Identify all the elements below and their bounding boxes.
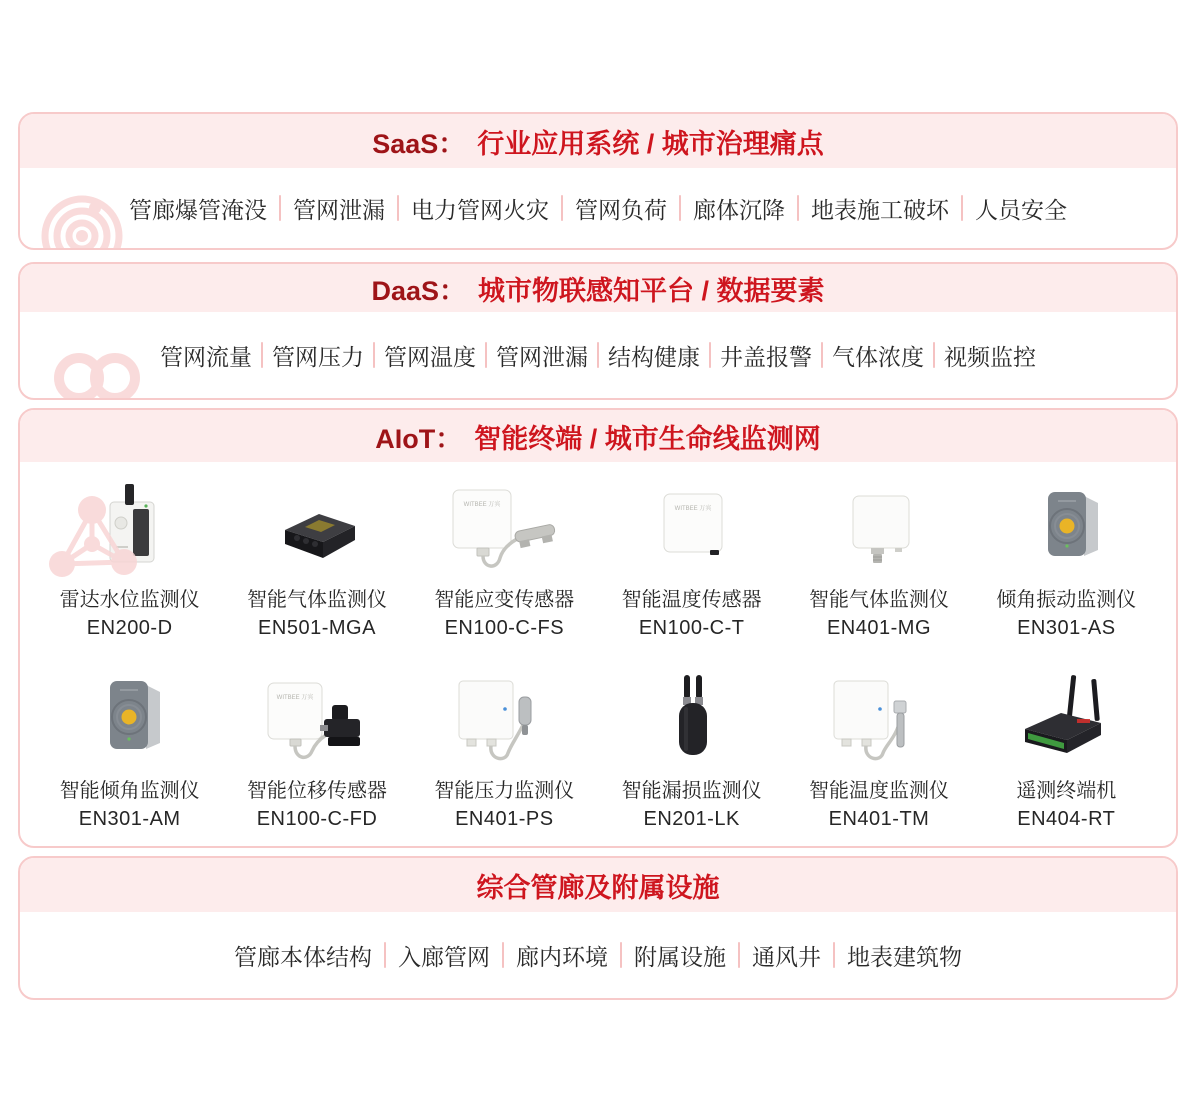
product-model: EN501-MGA (258, 617, 376, 639)
product-name: 智能气体监测仪 (808, 589, 949, 611)
product-model: EN401-PS (455, 808, 554, 830)
saas-item-row (117, 192, 1079, 225)
product-name: 雷达水位监测仪 (59, 589, 200, 611)
divider (797, 195, 799, 221)
saas-title: 行业应用系统 / 城市治理痛点 (477, 128, 824, 159)
product-card (598, 665, 785, 840)
gallery-items-area (20, 912, 1176, 998)
saas-item: 地表施工破坏 (811, 196, 949, 223)
aiot-title: 智能终端 / 城市生命线监测网 (474, 423, 821, 454)
product-card (411, 474, 598, 649)
gallery-section-header (20, 858, 1176, 912)
saas-item: 人员安全 (975, 196, 1067, 223)
product-image-en200-d (70, 474, 190, 576)
divider (709, 342, 711, 368)
product-image-en401-tm (814, 665, 944, 767)
product-model: EN301-AS (1017, 617, 1116, 639)
brand-text: WITBEE 万宾 (276, 695, 314, 701)
infinity-link-icon (36, 342, 156, 400)
brand-text: WITBEE 万宾 (463, 502, 501, 508)
daas-item-row (151, 339, 1045, 372)
divider (933, 342, 935, 368)
daas-item: 视频监控 (944, 343, 1036, 370)
product-model: EN404-RT (1017, 808, 1116, 830)
product-card (785, 474, 972, 649)
divider (279, 195, 281, 221)
product-image-en401-mg (819, 474, 939, 576)
divider (961, 195, 963, 221)
saas-item: 电力管网火灾 (411, 196, 549, 223)
product-image-en201-lk (632, 665, 752, 767)
product-model: EN100-C-T (638, 617, 745, 639)
product-model: EN100-C-FS (444, 617, 565, 639)
product-model: EN401-TM (828, 808, 930, 830)
product-card (411, 665, 598, 840)
divider (397, 195, 399, 221)
gallery-item: 通风井 (752, 943, 821, 970)
daas-section-header (20, 264, 1176, 312)
saas-items-area (20, 168, 1176, 248)
product-card (598, 474, 785, 649)
divider (502, 942, 504, 968)
gallery-item: 地表建筑物 (847, 943, 962, 970)
brand-text: WITBEE 万宾 (674, 506, 711, 512)
product-name: 智能应变传感器 (434, 589, 575, 611)
saas-section-card (18, 112, 1178, 250)
product-name: 智能位移传感器 (246, 780, 387, 802)
product-name: 智能温度监测仪 (808, 780, 949, 802)
saas-item: 管网泄漏 (293, 196, 385, 223)
divider (679, 195, 681, 221)
product-image-en100-c-fs (439, 474, 569, 576)
product-name: 智能温度传感器 (621, 589, 762, 611)
product-model: EN301-AM (78, 808, 181, 830)
product-name: 倾角振动监测仪 (996, 589, 1137, 611)
saas-item: 管网负荷 (575, 196, 667, 223)
daas-title: 城市物联感知平台 / 数据要素 (478, 275, 825, 306)
product-name: 遥测终端机 (1016, 780, 1117, 802)
daas-item: 结构健康 (608, 343, 700, 370)
product-card (973, 474, 1160, 649)
gallery-item: 附属设施 (634, 943, 726, 970)
gallery-title: 综合管廊及附属设施 (476, 872, 720, 903)
divider (261, 342, 263, 368)
product-image-en301-am (70, 665, 190, 767)
daas-section-card (18, 262, 1178, 400)
product-card (36, 474, 223, 649)
divider (821, 342, 823, 368)
daas-item: 气体浓度 (832, 343, 924, 370)
product-model: EN100-C-FD (256, 808, 378, 830)
product-image-en100-c-fd (252, 665, 382, 767)
divider (833, 942, 835, 968)
daas-items-area (20, 312, 1176, 398)
product-card (223, 665, 410, 840)
daas-item: 管网压力 (272, 343, 364, 370)
gallery-section-card (18, 856, 1178, 1000)
divider (485, 342, 487, 368)
product-card (36, 665, 223, 840)
product-image-en100-c-t (632, 474, 752, 576)
gallery-item: 入廊管网 (398, 943, 490, 970)
product-name: 智能气体监测仪 (246, 589, 387, 611)
divider (384, 942, 386, 968)
product-name: 智能倾角监测仪 (59, 780, 200, 802)
daas-item: 管网流量 (160, 343, 252, 370)
product-image-en404-rt (1001, 665, 1131, 767)
product-name: 智能压力监测仪 (434, 780, 575, 802)
saas-item: 管廊爆管淹没 (129, 196, 267, 223)
aiot-products-area (20, 462, 1176, 846)
product-grid (20, 462, 1176, 846)
gallery-item: 廊内环境 (516, 943, 608, 970)
aiot-prefix-label: AIoT： (375, 423, 463, 454)
daas-item: 管网温度 (384, 343, 476, 370)
gallery-item-row (222, 939, 974, 972)
product-card (973, 665, 1160, 840)
divider (373, 342, 375, 368)
product-model: EN200-D (86, 617, 173, 639)
daas-item: 管网泄漏 (496, 343, 588, 370)
product-model: EN201-LK (643, 808, 740, 830)
aiot-section-card (18, 408, 1178, 848)
divider (597, 342, 599, 368)
product-card (785, 665, 972, 840)
divider (561, 195, 563, 221)
divider (738, 942, 740, 968)
daas-prefix-label: DaaS： (371, 275, 467, 306)
product-model: EN401-MG (826, 617, 931, 639)
product-card (223, 474, 410, 649)
product-name: 智能漏损监测仪 (621, 780, 762, 802)
saas-prefix-label: SaaS： (372, 128, 466, 159)
aiot-section-header (20, 410, 1176, 462)
divider (620, 942, 622, 968)
product-image-en401-ps (439, 665, 569, 767)
saas-section-header (20, 114, 1176, 168)
saas-item: 廊体沉降 (693, 196, 785, 223)
gallery-item: 管廊本体结构 (234, 943, 372, 970)
product-image-en301-as (1006, 474, 1126, 576)
daas-item: 井盖报警 (720, 343, 812, 370)
product-image-en501-mga (257, 474, 377, 576)
